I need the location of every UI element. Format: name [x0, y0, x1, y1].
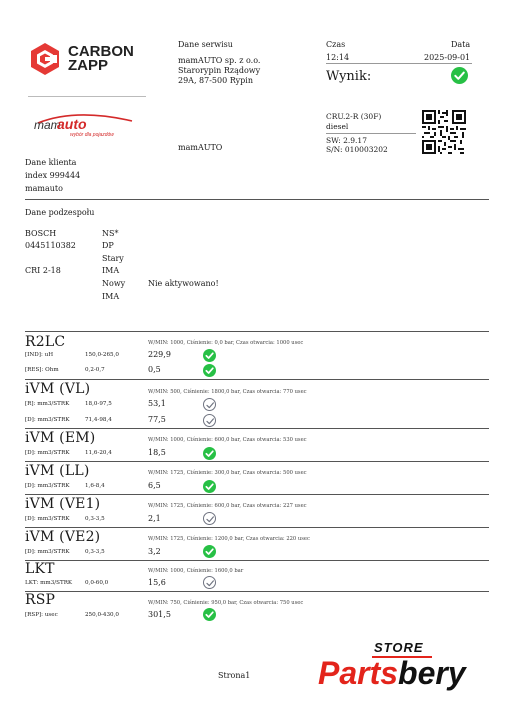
test-divider: [25, 527, 489, 528]
time-divider: [326, 63, 472, 64]
date-value: 2025-09-01: [424, 53, 471, 62]
service-address-1: Starorypin Rządowy: [178, 66, 261, 75]
test-ivm-ve1-params: W/MIN: 1725, Ciśnienie: 600,0 bar, Czas otwarcia: 227 usec: [148, 503, 307, 509]
client-name: mamauto: [25, 184, 63, 193]
test-r2lc-ind-value: 229,9: [148, 350, 171, 359]
result-check-icon: [451, 67, 468, 84]
carbonzapp-logo: [28, 40, 138, 80]
component-attr-dp: DP: [102, 241, 114, 250]
component-status: Nie aktywowano!: [148, 279, 219, 288]
partsbery-brand-a: Parts: [318, 655, 399, 691]
device-fuel: diesel: [326, 122, 349, 131]
test-ivm-ll-params: W/MIN: 1725, Ciśnienie: 300,0 bar, Czas otwarcia: 500 usec: [148, 470, 307, 476]
device-model: CRU.2-R (30F): [326, 112, 382, 121]
test-rsp-value: 301,5: [148, 610, 171, 619]
page-number: Strona1: [218, 671, 251, 680]
test-ivm-em-params: W/MIN: 1000, Ciśnienie: 600,0 bar, Czas otwarcia: 530 usec: [148, 437, 307, 443]
test-ivm-ll-ok-icon: [203, 480, 216, 493]
test-ivm-ll-d-value: 6,5: [148, 481, 161, 490]
test-ivm-em-ok-icon: [203, 447, 216, 460]
partsbery-store-label: STORE: [374, 640, 424, 655]
test-ivm-ve2-d-range: 0,3-3,5: [85, 549, 105, 555]
test-r2lc-ind-label: [IND]: uH: [25, 352, 54, 358]
service-address-2: 29A, 87-500 Rypin: [178, 76, 253, 85]
test-ivm-vl-params: W/MIN: 500, Ciśnienie: 1800,0 bar, Czas otwarcia: 770 usec: [148, 389, 307, 395]
test-ivm-ve1-title: iVM (VE1): [25, 496, 101, 512]
component-part-number: 0445110382: [25, 241, 76, 250]
test-ivm-ve1-d-range: 0,3-3,5: [85, 516, 105, 522]
test-ivm-ll-d-range: 1,6-8,4: [85, 483, 105, 489]
test-divider: [25, 560, 489, 561]
test-ivm-vl-d-range: 71,4-98,4: [85, 417, 112, 423]
mamauto-slogan: wybór dla pojazdów: [70, 132, 114, 138]
logo-divider: [28, 96, 146, 97]
test-r2lc-res-ok-icon: [203, 364, 216, 377]
test-ivm-ve2-params: W/MIN: 1725, Ciśnienie: 1200,0 bar, Czas otwarcia: 220 usec: [148, 536, 310, 542]
device-divider: [326, 133, 416, 134]
test-ivm-vl-d-info-icon: [203, 414, 216, 427]
carbonzapp-logo-text-2: ZAPP: [68, 57, 109, 74]
date-label: Data: [451, 40, 471, 49]
mamauto-logo-text-b: auto: [57, 116, 87, 132]
component-attr-ns: NS*: [102, 229, 119, 238]
component-attr-ima-old: IMA: [102, 266, 120, 275]
test-ivm-vl-r-range: 18,0-97,5: [85, 401, 112, 407]
time-value: 12:14: [326, 53, 350, 62]
mamauto-logo-text-a: mam: [34, 118, 61, 132]
component-attr-new: Nowy: [102, 279, 126, 288]
partsbery-brand: [318, 654, 466, 692]
test-rsp-ok-icon: [203, 608, 216, 621]
test-ivm-ve1-d-label: [D]: mm3/STRK: [25, 516, 70, 522]
test-rsp-label: [RSP]: usec: [25, 612, 58, 618]
test-ivm-vl-d-value: 77,5: [148, 415, 166, 424]
test-ivm-ve2-d-value: 3,2: [148, 547, 161, 556]
test-divider: [25, 428, 489, 429]
test-ivm-ll-d-label: [D]: mm3/STRK: [25, 483, 70, 489]
test-rsp-title: RSP: [25, 592, 56, 608]
client-heading: Dane klienta: [25, 158, 77, 167]
test-ivm-vl-r-info-icon: [203, 398, 216, 411]
test-lkt-range: 0,0-60,0: [85, 580, 109, 586]
test-lkt-value: 15,6: [148, 578, 166, 587]
test-lkt-title: LKT: [25, 561, 55, 577]
test-divider: [25, 461, 489, 462]
carbonzapp-logo-text-1: CARBON: [68, 43, 134, 60]
test-ivm-vl-r-label: [R]: mm3/STRK: [25, 401, 70, 407]
service-name: mamAUTO sp. z o.o.: [178, 56, 261, 65]
test-ivm-ve2-title: iVM (VE2): [25, 529, 101, 545]
test-r2lc-ind-ok-icon: [203, 349, 216, 362]
client-divider: [25, 199, 489, 200]
test-r2lc-res-label: [RES]: Ohm: [25, 367, 59, 373]
test-r2lc-title: R2LC: [25, 334, 66, 350]
client-index: index 999444: [25, 171, 81, 180]
test-rsp-params: W/MIN: 750, Ciśnienie: 950,0 bar, Czas otwarcia: 750 usec: [148, 600, 304, 606]
component-manufacturer: BOSCH: [25, 229, 57, 238]
test-lkt-params: W/MIN: 1000, Ciśnienie: 1600,0 bar: [148, 568, 244, 574]
test-r2lc-ind-range: 150,0-265,0: [85, 352, 119, 358]
test-lkt-label: LKT: mm3/STRK: [25, 580, 73, 586]
test-ivm-vl-d-label: [D]: mm3/STRK: [25, 417, 70, 423]
component-attr-ima-new: IMA: [102, 292, 120, 301]
carbonzapp-logo-mark: [28, 42, 62, 76]
component-divider: [25, 331, 489, 332]
component-type: CRI 2-18: [25, 266, 61, 275]
test-ivm-ve1-info-icon: [203, 512, 216, 525]
device-sn: S/N: 010003202: [326, 145, 388, 154]
test-ivm-vl-r-value: 53,1: [148, 399, 166, 408]
test-ivm-vl-title: iVM (VL): [25, 381, 91, 397]
test-ivm-em-d-value: 18,5: [148, 448, 166, 457]
test-r2lc-params: W/MIN: 1000, Ciśnienie: 0,0 bar, Czas otwarcia: 1000 usec: [148, 340, 304, 346]
partsbery-brand-b: bery: [398, 655, 466, 691]
result-label: Wynik:: [326, 69, 372, 84]
test-ivm-em-d-range: 11,6-20,4: [85, 450, 112, 456]
test-r2lc-res-value: 0,5: [148, 365, 161, 374]
test-ivm-ve2-ok-icon: [203, 545, 216, 558]
test-divider: [25, 494, 489, 495]
test-ivm-em-title: iVM (EM): [25, 430, 96, 446]
test-ivm-ve1-d-value: 2,1: [148, 514, 161, 523]
test-ivm-em-d-label: [D]: mm3/STRK: [25, 450, 70, 456]
qr-code: [422, 110, 466, 154]
mamauto-logo: [30, 112, 140, 140]
test-divider: [25, 379, 489, 380]
test-rsp-range: 250,0-430,0: [85, 612, 119, 618]
component-heading: Dane podzespołu: [25, 208, 95, 217]
test-r2lc-res-range: 0,2-0,7: [85, 367, 105, 373]
device-sw: SW: 2.9.17: [326, 136, 367, 145]
test-lkt-info-icon: [203, 576, 216, 589]
test-divider: [25, 591, 489, 592]
test-ivm-ll-title: iVM (LL): [25, 463, 90, 479]
service-heading: Dane serwisu: [178, 40, 233, 49]
test-ivm-ve2-d-label: [D]: mm3/STRK: [25, 549, 70, 555]
time-label: Czas: [326, 40, 346, 49]
partsbery-watermark: [316, 640, 492, 700]
company-name: mamAUTO: [178, 143, 223, 152]
component-attr-old: Stary: [102, 254, 124, 263]
